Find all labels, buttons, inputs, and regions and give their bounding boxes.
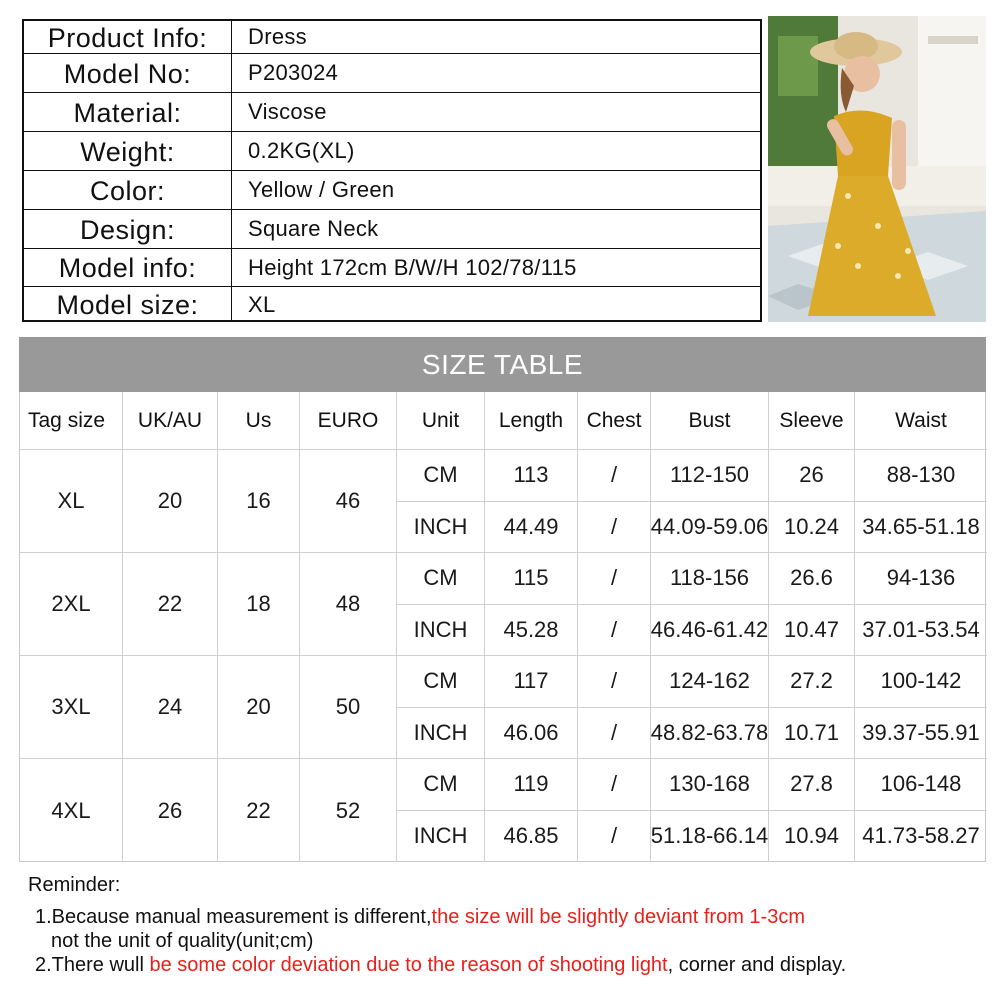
size-chest: / [578, 605, 651, 657]
size-tag: 2XL [20, 553, 123, 656]
size-waist: 94-136 [855, 553, 987, 605]
reminder-line-1-text: 1.Because manual measurement is different, [35, 906, 432, 928]
size-length: 115 [485, 553, 578, 605]
info-label: Model info: [24, 249, 232, 287]
info-value: XL [248, 291, 276, 317]
size-tag: XL [20, 450, 123, 553]
size-length: 119 [485, 759, 578, 811]
size-uk-au: 26 [123, 759, 218, 862]
column-header: Sleeve [769, 392, 855, 450]
size-unit: INCH [397, 708, 485, 760]
size-unit: INCH [397, 502, 485, 554]
size-bust: 44.09-59.06 [651, 502, 769, 554]
reminder-line-2-suffix: , corner and display. [667, 954, 847, 976]
size-sleeve: 10.47 [769, 605, 855, 657]
size-euro: 52 [300, 759, 397, 862]
size-length: 113 [485, 450, 578, 502]
size-table-title: SIZE TABLE [19, 337, 986, 392]
size-unit: CM [397, 656, 485, 708]
size-chest: / [578, 553, 651, 605]
info-value: P203024 [232, 54, 760, 93]
reminder-line-2-text: 2.There wull [35, 954, 150, 976]
column-header: Tag size [20, 392, 123, 450]
size-waist: 37.01-53.54 [855, 605, 987, 657]
product-info-table [22, 19, 762, 322]
column-header: UK/AU [123, 392, 218, 450]
reminder-line-1-highlight: the size will be slightly deviant from 1-3cm [431, 906, 805, 928]
size-chest: / [578, 502, 651, 554]
size-chest: / [578, 811, 651, 863]
size-sleeve: 10.24 [769, 502, 855, 554]
size-waist: 100-142 [855, 656, 987, 708]
reminder-title: Reminder: [28, 874, 121, 896]
size-length: 117 [485, 656, 578, 708]
info-value: Yellow / Green [232, 171, 760, 210]
size-euro: 48 [300, 553, 397, 656]
size-uk-au: 20 [123, 450, 218, 553]
info-value: Square Neck [232, 210, 760, 249]
reminder-line-1 [28, 905, 978, 929]
size-bust: 51.18-66.14 [651, 811, 769, 863]
size-waist: 39.37-55.91 [855, 708, 987, 760]
info-label: Model size: [24, 287, 232, 322]
size-us: 18 [218, 553, 300, 656]
size-unit: INCH [397, 811, 485, 863]
reminder-line-2 [28, 953, 978, 977]
size-chest: / [578, 450, 651, 502]
info-value: 0.2KG(XL) [232, 132, 760, 171]
info-label: Product Info: [24, 21, 232, 54]
info-value: Height 172cm B/W/H 102/78/115 [232, 249, 760, 287]
size-waist: 41.73-58.27 [862, 823, 980, 849]
info-label: Design: [24, 210, 232, 249]
size-us: 22 [218, 759, 300, 862]
column-header: Length [485, 392, 578, 450]
size-length: 44.49 [485, 502, 578, 554]
size-bust: 130-168 [651, 759, 769, 811]
size-tag: 4XL [20, 759, 123, 862]
size-bust: 118-156 [651, 553, 769, 605]
size-bust: 112-150 [651, 450, 769, 502]
info-value: Viscose [232, 93, 760, 132]
model-photo-image [768, 16, 986, 322]
size-euro: 46 [300, 450, 397, 553]
size-unit: CM [397, 759, 485, 811]
column-header: EURO [300, 392, 397, 450]
reminder-section [28, 874, 978, 977]
size-sleeve: 10.71 [769, 708, 855, 760]
size-sleeve: 10.94 [769, 811, 855, 863]
size-bust: 48.82-63.78 [651, 708, 769, 760]
column-header: Bust [651, 392, 769, 450]
reminder-line-1-continued: not the unit of quality(unit;cm) [51, 930, 314, 952]
column-header: Chest [578, 392, 651, 450]
size-sleeve: 26.6 [769, 553, 855, 605]
info-label: Model No: [24, 54, 232, 93]
column-header: Unit [397, 392, 485, 450]
size-sleeve: 26 [769, 450, 855, 502]
size-tag: 3XL [20, 656, 123, 759]
size-us: 20 [218, 656, 300, 759]
size-uk-au: 22 [123, 553, 218, 656]
size-chest: / [578, 656, 651, 708]
info-value: Dress [232, 21, 760, 54]
size-unit: CM [397, 553, 485, 605]
size-waist: 88-130 [855, 450, 987, 502]
info-label: Material: [24, 93, 232, 132]
size-euro: 50 [300, 656, 397, 759]
column-header: Waist [855, 392, 987, 450]
size-table [19, 392, 986, 862]
size-waist: 34.65-51.18 [855, 502, 987, 554]
size-unit: CM [397, 450, 485, 502]
size-sleeve: 27.2 [769, 656, 855, 708]
size-waist: 106-148 [855, 759, 987, 811]
size-bust: 46.46-61.42 [651, 605, 769, 657]
reminder-line-2-highlight: be some color deviation due to the reason of shooting light [149, 954, 668, 976]
info-label: Color: [24, 171, 232, 210]
size-unit: INCH [397, 605, 485, 657]
size-length: 46.85 [485, 811, 578, 863]
size-bust: 124-162 [651, 656, 769, 708]
column-header: Us [218, 392, 300, 450]
size-chest: / [578, 708, 651, 760]
size-us: 16 [218, 450, 300, 553]
model-photo [768, 16, 986, 322]
size-uk-au: 24 [123, 656, 218, 759]
size-length: 46.06 [485, 708, 578, 760]
info-label: Weight: [24, 132, 232, 171]
size-sleeve: 27.8 [769, 759, 855, 811]
size-chest: / [578, 759, 651, 811]
size-length: 45.28 [485, 605, 578, 657]
